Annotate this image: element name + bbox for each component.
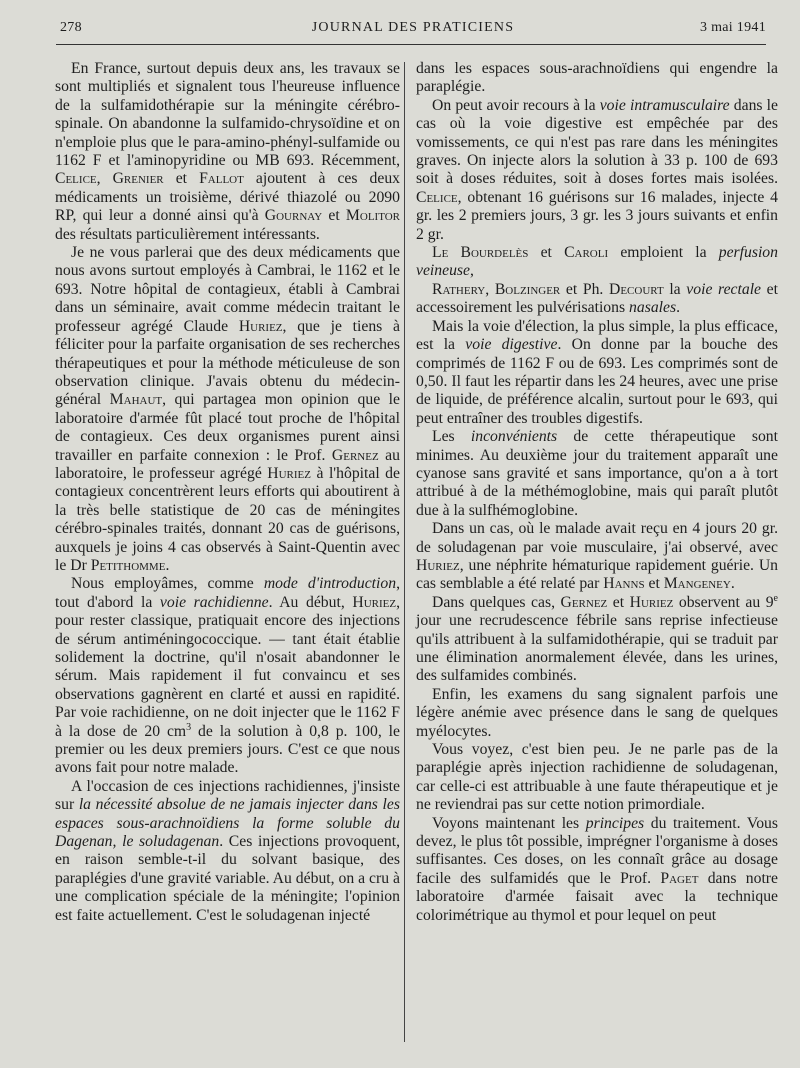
emphasis: voie intramusculaire: [599, 96, 730, 114]
column-divider: [404, 62, 405, 1042]
page-number: 278: [60, 20, 82, 35]
right-column: [416, 60, 778, 925]
emphasis: mode d'introduction: [263, 575, 397, 593]
paragraph: Les inconvénients de cette thérapeutique sont minimes. Au deuxième jour du traitement apparaît une cyanose sans gravité et sans importance, qu'on a à tort attribué à de la méthémoglobine, mais qui paraît plutôt due à la sulfhémoglobine.: [416, 428, 779, 519]
paragraph: Voyons maintenant les principes du traitement. Vous devez, le plus tôt possible, imprégner l'organisme à doses suffisantes. Ces doses, on les connaît grâce au dosage facile des sulfamidés que le Prof. Paget dans notre laboratoire d'armée faisait avec la technique colorimétrique au thymol et pour lequel on peut: [416, 814, 778, 924]
paragraph: Mais la voie d'élection, la plus simple, la plus efficace, est la voie digestive. On donne par la bouche des comprimés de 1162 F ou de 693. Les comprimés sont de 0,50. Il faut les répartir dans les 24 heures, avec une prise de liquide, de préférence alcalin, surtout pour le 693, qui peut entraîner des troubles digestifs.: [416, 317, 779, 427]
paragraph: Vous voyez, c'est bien peu. Je ne parle pas de la paraplégie après injection rachidienne de soludagenan, car celle-ci est attribuable à une faute thérapeutique et je ne reviendrai pas sur cette notion primordiale.: [416, 741, 778, 814]
paragraph: Nous employâmes, comme mode d'introduction, tout d'abord la voie rachidienne. Au début, Huriez, pour rester classique, pratiquait encore des injections de sérum antiméningococcique. — tant était établie solidement la doctrine, qu'il n'osait abandonner le sérum. Mais rapidement il fut convaincu et ses observations gagnèrent en clarté et aussi en rapidité. Par voie rachidienne, on ne doit injecter que le 1162 F à la dose de 20 $cm^3$ de la solution à 0,8 p. 100, le premier ou les deux premiers jours. C'est ce que nous avons fait pour notre malade.: [55, 575, 400, 777]
paragraph: Le Bourdelès et Caroli emploient la perfusion veineuse,: [416, 244, 778, 280]
paragraph: Enfin, les examens du sang signalent parfois une légère anémie avec présence dans le sang de quelques myélocytes.: [416, 685, 778, 740]
author-name: Mangeney: [663, 575, 731, 593]
author-name: Huriez: [267, 464, 311, 482]
left-column: [55, 60, 400, 925]
author-name: Gernez: [560, 593, 608, 611]
running-header: [60, 20, 766, 40]
author-name: Huriez: [352, 593, 397, 611]
author-name: Mahaut: [109, 391, 163, 409]
emphasis: nasales: [629, 299, 677, 317]
author-name: Le Bourdelès: [432, 244, 529, 262]
emphasis: voie digestive: [465, 336, 558, 354]
author-name: Huriez: [629, 593, 674, 611]
paragraph: Dans quelques cas, Gernez et Huriez observent au 9e jour une recrudescence fébrile sans reprise infectieuse qu'ils attribuent à la sulfamidothérapie, qui se traduit par une élimination anormalement élevée, dans les urines, des sulfamides combinés.: [416, 592, 778, 685]
superscript: 3: [186, 721, 192, 733]
paragraph: On peut avoir recours à la voie intramusculaire dans le cas où la voie digestive est empêchée par des vomissements, ce qui n'est pas rare dans les méningites graves. On injecte alors la solution à 33 p. 100 de 693 soit à doses réduites, soit à doses fortes mais isolées. Celice, obtenant 16 guérisons sur 16 malades, injecte 4 gr. les 2 premiers jours, 3 gr. les 3 jours suivants et enfin 2 gr.: [416, 96, 778, 243]
author-name: Grenier: [112, 170, 164, 188]
emphasis: inconvénients: [470, 428, 558, 446]
author-name: Molitor: [345, 207, 400, 225]
author-name: Huriez: [416, 556, 460, 574]
issue-date: 3 mai 1941: [700, 20, 766, 35]
author-name: Fallot: [199, 170, 244, 188]
author-name: Petithomme: [90, 556, 166, 574]
author-name: Celice: [416, 188, 458, 206]
author-name: Hanns: [603, 575, 645, 593]
author-name: Gernez: [331, 446, 379, 464]
emphasis: voie rectale: [686, 280, 762, 298]
journal-title: JOURNAL DES PRATICIENS: [311, 20, 515, 35]
author-name: Huriez: [238, 317, 283, 335]
paragraph: Rathery, Bolzinger et Ph. Decourt la voie rectale et accessoirement les pulvérisations nasales.: [416, 280, 778, 317]
paragraph: dans les espaces sous-arachnoïdiens qui engendre la paraplégie.: [416, 60, 778, 96]
author-name: Caroli: [564, 244, 609, 262]
emphasis: la nécessité absolue de ne jamais injecter dans les espaces sous-arachnoïdiens la forme soluble du Dagenan, le soludagenan: [55, 796, 400, 851]
author-name: Decourt: [609, 280, 664, 298]
paragraph: En France, surtout depuis deux ans, les travaux se sont multipliés et signalent tous l'heureuse influence de la sulfamidothérapie sur la méningite cérébro-spinale. On abandonne la sulfamido-chrysoïdine et on n'emploie plus que le para-amino-phényl-sulfamide ou 1162 F et l'aminopyridine ou MB 693. Récemment, Celice, Grenier et Fallot ajoutent à ces deux médicaments un troisième, dérivé thiazolé ou 2090 RP, qui leur a donné ainsi qu'à Gournay et Molitor des résultats particulièrement intéressants.: [55, 60, 401, 243]
paragraph: A l'occasion de ces injections rachidiennes, j'insiste sur la nécessité absolue de ne jamais injecter dans les espaces sous-arachnoïdiens la forme soluble du Dagenan, le soludagenan. Ces injections provoquent, en raison semble-t-il du solvant basique, des paraplégies d'une gravité variable. Au début, on a cru à une complication spéciale de la méningite; l'opinion est faite actuellement. C'est le soludagenan injecté: [55, 777, 400, 924]
author-name: Gournay: [264, 207, 323, 225]
author-name: Paget: [660, 869, 699, 887]
paragraph: Je ne vous parlerai que des deux médicaments que nous avons surtout employés à Cambrai, le 1162 et le 693. Notre hôpital de contagieux, établi à Cambrai dans un séminaire, avait comme médecin traitant le professeur agrégé Claude Huriez, que je tiens à féliciter pour la parfaite organisation de ses recherches thérapeutiques et pour la méthode méticuleuse de son observation clinique. J'avais obtenu du médecin-général Mahaut, qui partagea mon opinion que le laboratoire d'armée fût placé tout proche de l'hôpital de contagieux. Ces deux organismes purent ainsi travailler en parfaite connexion : le Prof. Gernez au laboratoire, le professeur agrégé Huriez à l'hôpital de contagieux concentrèrent leurs efforts qui aboutirent à la très belle statistique de 20 cas de méningites cérébro-spinales traités, donnant 20 cas de guérisons, auxquels je joins 4 cas observés à Saint-Quentin avec le Dr Petithomme.: [55, 244, 400, 574]
author-name: Bolzinger: [494, 280, 561, 298]
superscript: e: [773, 592, 778, 604]
emphasis: perfusion veineuse: [416, 244, 778, 280]
author-name: Celice: [55, 170, 97, 188]
emphasis: voie rachidienne: [159, 593, 269, 611]
emphasis: principes: [585, 814, 645, 832]
header-rule: [56, 44, 766, 45]
author-name: Rathery: [432, 280, 486, 298]
paragraph: Dans un cas, où le malade avait reçu en 4 jours 20 gr. de soludagenan par voie musculaire, j'ai observé, avec Huriez, une néphrite hématurique rapidement guérie. Un cas semblable a été relaté par Hanns et Mangeney.: [416, 520, 778, 593]
